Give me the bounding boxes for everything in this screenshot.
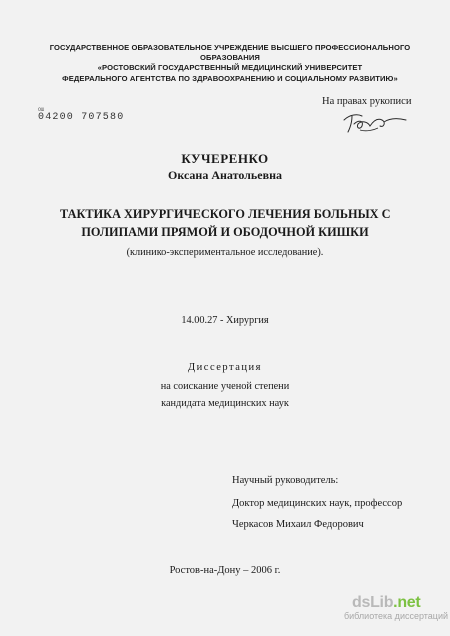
dissertation-label: Диссертация (188, 362, 262, 373)
degree-line-2: кандидата медицинских наук (161, 398, 289, 409)
dslib-logo-main: dsLib (352, 594, 394, 611)
dissertation-subtitle: (клинико-экспериментальное исследование). (126, 247, 324, 258)
supervisor-label: Научный руководитель: (232, 475, 339, 486)
handwritten-signature (340, 108, 410, 136)
institution-line-1: ГОСУДАРСТВЕННОЕ ОБРАЗОВАТЕЛЬНОЕ УЧРЕЖДЕНИЕ ВЫСШЕГО ПРОФЕССИОНАЛЬНОГО (49, 43, 411, 52)
institution-line-3: «РОСТОВСКИЙ ГОСУДАРСТВЕННЫЙ МЕДИЦИНСКИЙ УНИВЕРСИТЕТ (97, 63, 363, 73)
dslib-logo[interactable] (352, 594, 420, 612)
title-line-1: ТАКТИКА ХИРУРГИЧЕСКОГО ЛЕЧЕНИЯ БОЛЬНЫХ С (60, 207, 391, 221)
institution-header (40, 43, 420, 84)
supervisor-degree: Доктор медицинских наук, профессор (232, 498, 403, 509)
institution-line-4: ФЕДЕРАЛЬНОГО АГЕНТСТВА ПО ЗДРАВООХРАНЕНИЮ И СОЦИАЛЬНОМУ РАЗВИТИЮ» (62, 73, 398, 83)
library-stamp-mark: ОШ (38, 107, 45, 113)
specialty-code: 14.00.27 - Хирургия (181, 315, 269, 326)
institution-line-2: ОБРАЗОВАНИЯ (200, 53, 260, 63)
author-name: Оксана Анатольевна (168, 168, 282, 182)
author-surname: КУЧЕРЕНКО (181, 151, 269, 166)
degree-line-1: на соискание ученой степени (160, 381, 290, 392)
supervisor-name: Черкасов Михаил Федорович (232, 519, 364, 530)
city-year: Ростов-на-Дону – 2006 г. (169, 565, 281, 576)
dslib-logo-tld: .net (393, 594, 421, 611)
dissertation-title (60, 205, 390, 241)
library-stamp-number: 04200 707580 (38, 112, 125, 123)
manuscript-rights-note: На правах рукописи (322, 96, 412, 107)
dslib-subtitle: библиотека диссертаций (344, 611, 449, 621)
title-line-2: ПОЛИПАМИ ПРЯМОЙ И ОБОДОЧНОЙ КИШКИ (81, 225, 369, 239)
